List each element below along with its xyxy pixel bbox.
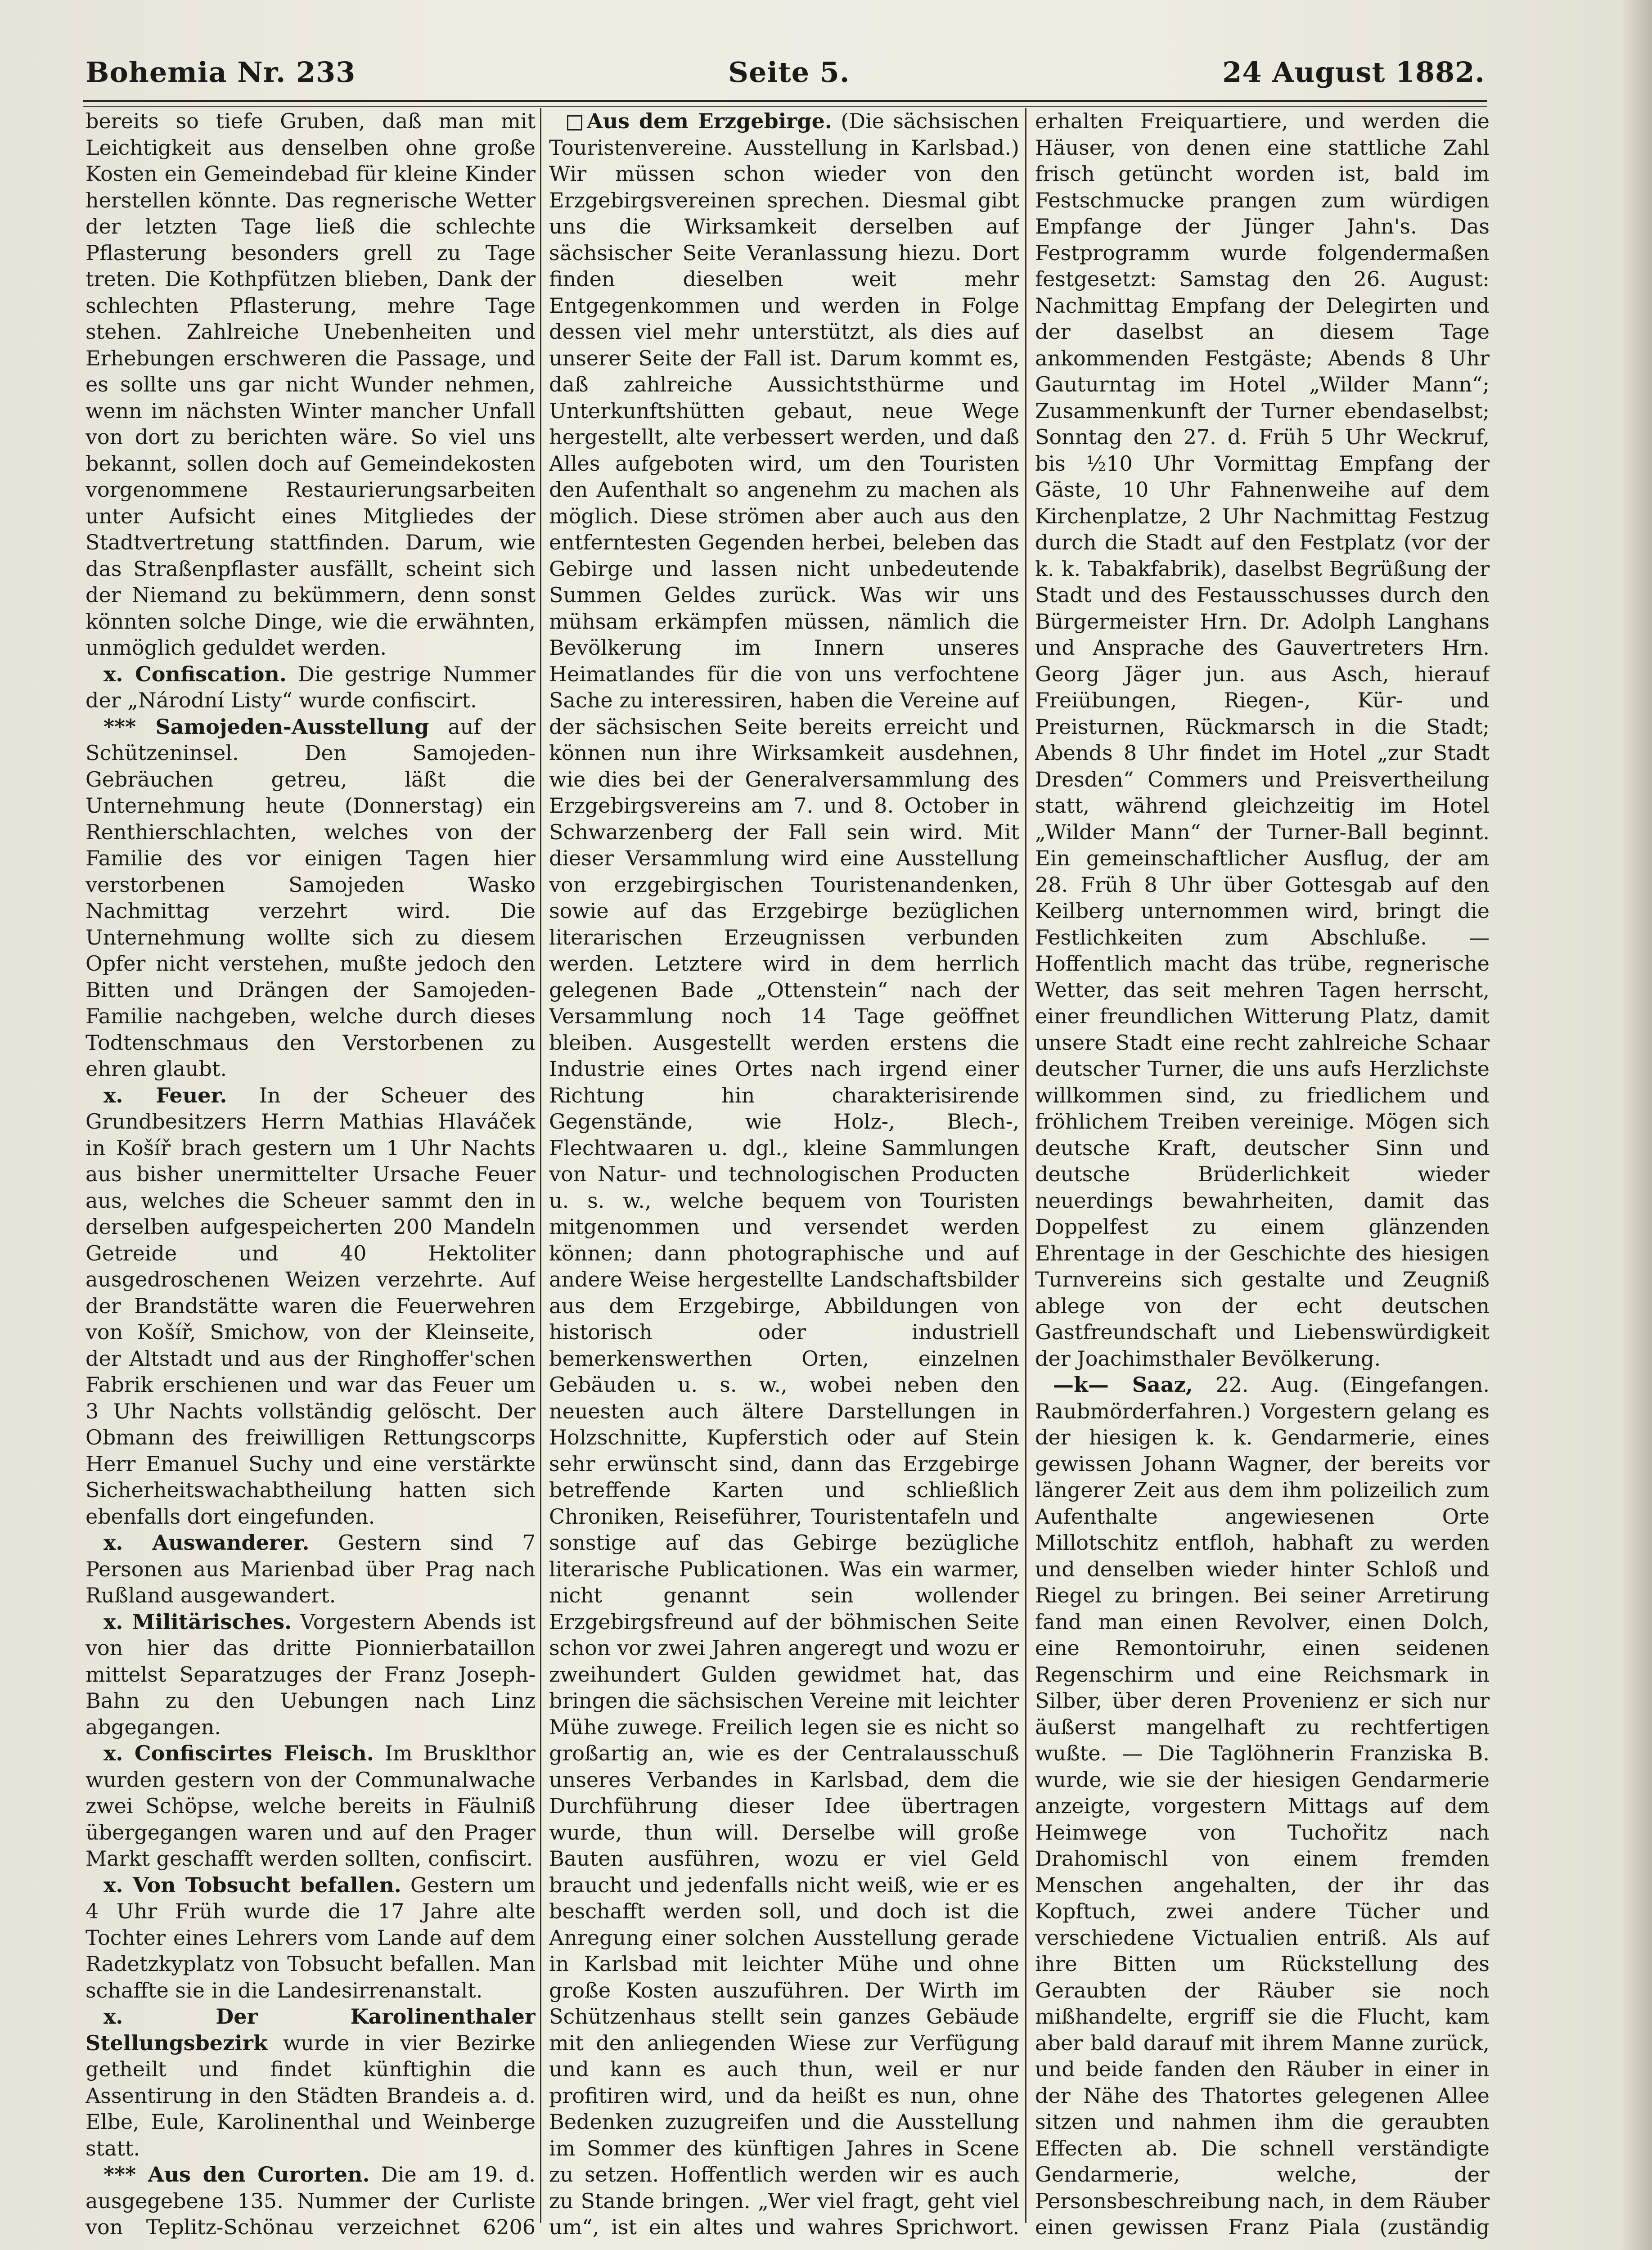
article-paragraph: [86, 1530, 536, 1609]
article-paragraph: [86, 1082, 536, 1530]
article-text: Gestern um 4 Uhr Früh wurde die 17 Jahre alte Tochter eines Lehrers vom Lande auf dem Radetzkyplatz von Tobsucht befallen. Man schaffte sie in die Landesirrenanstalt.: [86, 1872, 536, 2002]
article-text: Im Brusklthor wurden gestern von der Communalwache zwei Schöpse, welche bereits in Fäulniß übergegangen waren und auf den Prager Markt geschafft werden sollten, confiscirt.: [86, 1741, 536, 1871]
column-middle: [549, 108, 1019, 2241]
article-text: In der Scheuer des Grundbesitzers Herrn Mathias Hlaváček in Košíř brach gestern um 1 Uhr Nachts aus bisher unermittelter Ursache Feuer aus, welches die Scheuer sammt den in derselben aufgespeicherten 200 Mandeln Getreide und 40 Hektoliter ausgedroschenen Weizen verzehrte. Auf der Brandstätte waren die Feuerwehren von Košíř, Smichow, von der Kleinseite, der Altstadt und aus der Ringhoffer'schen Fabrik erschienen und war das Feuer um 3 Uhr Nachts vollständig gelöscht. Der Obmann des freiwilligen Rettungscorps Herr Emanuel Suchy und eine verstärkte Sicherheitswachabtheilung hatten sich ebenfalls dort eingefunden.: [86, 1083, 536, 1529]
page-number: Seite 5.: [728, 55, 850, 89]
section-square-icon: [567, 115, 582, 130]
column-left: [86, 108, 536, 2241]
masthead-issue: Bohemia Nr. 233: [86, 55, 356, 89]
article-headline: x. Militärisches.: [104, 1609, 292, 1634]
article-text: auf der Schützeninsel. Den Samojeden-Gebräuchen getreu, läßt die Unternehmung heute (Donnerstag) ein Renthierschlachten, welches von der Familie des vor einigen Tagen hier verstorbenen Samojeden Wasko Nachmittag verzehrt wird. Die Unternehmung wollte sich zu diesem Opfer nicht verstehen, mußte jedoch den Bitten und Drängen der Samojeden-Familie nachgeben, welche durch dieses Todtenschmaus den Verstorbenen zu ehren glaubt.: [86, 714, 536, 1081]
article-paragraph: [86, 2161, 536, 2241]
article-headline: x. Confiscation.: [104, 662, 287, 686]
column-divider: [1025, 108, 1026, 2223]
header-rule: [83, 100, 1487, 107]
column-right: [1035, 108, 1490, 2241]
article-headline: x. Auswanderer.: [104, 1530, 310, 1555]
article-text: Die gestrige Nummer der „Národní Listy“ wurde confiscirt.: [86, 662, 536, 712]
issue-date: 24 August 1882.: [1222, 55, 1485, 89]
article-text: erhalten Freiquartiere, und werden die Häuser, von denen eine stattliche Zahl frisch getüncht worden ist, bald im Festschmucke prangen zum würdigen Empfange der Jünger Jahn's. Das Festprogramm wurde folgendermaßen festgesetzt: Samstag den 26. August: Nachmittag Empfang der Delegirten und der daselbst an diesem Tage ankommenden Festgäste; Abends 8 Uhr Gauturntag im Hotel „Wilder Mann“; Zusammenkunft der Turner ebendaselbst; Sonntag den 27. d. Früh 5 Uhr Weckruf, bis ½10 Uhr Vormittag Empfang der Gäste, 10 Uhr Fahnenweihe auf dem Kirchenplatze, 2 Uhr Nachmittag Festzug durch die Stadt auf den Festplatz (vor der k. k. Tabakfabrik), daselbst Begrüßung der Stadt und des Festausschusses durch den Bürgermeister Hrn. Dr. Adolph Langhans und Ansprache des Gauvertreters Hrn. Georg Jäger jun. aus Asch, hierauf Freiübungen, Riegen-, Kür- und Preisturnen, Rückmarsch in die Stadt; Abends 8 Uhr findet im Hotel „zur Stadt Dresden“ Commers und Preisvertheilung statt, während gleichzeitig im Hotel „Wilder Mann“ der Turner-Ball beginnt. Ein gemeinschaftlicher Ausflug, der am 28. Früh 8 Uhr über Gottesgab auf den Keilberg unternommen wird, bringt die Festlichkeiten zum Abschluße. — Hoffentlich macht das trübe, regnerische Wetter, das seit mehren Tagen herrscht, einer freundlichen Witterung Platz, damit unsere Stadt eine recht zahlreiche Schaar deutscher Turner, die uns aufs Herzlichste willkommen sind, zu friedlichem und fröhlichem Treiben vereinige. Mögen sich deutsche Kraft, deutscher Sinn und deutsche Brüderlichkeit wieder neuerdings bewahrheiten, damit das Doppelfest zu einem glänzenden Ehrentage in der Geschichte des hiesigen Turnvereins sich gestalte und Zeugniß ablege von der echt deutschen Gastfreundschaft und Liebenswürdigkeit der Joachimsthaler Bevölkerung.: [1035, 109, 1490, 1371]
article-paragraph: [86, 661, 536, 714]
page-header: [86, 47, 1485, 97]
article-paragraph: [1035, 1372, 1490, 2241]
article-headline: *** Aus den Curorten.: [104, 2162, 370, 2187]
article-text: Vorgestern Abends ist von hier das dritte Pionnierbataillon mittelst Separatzuges der Franz Joseph-Bahn zu den Uebungen nach Linz abgegangen.: [86, 1609, 536, 1739]
article-paragraph: [86, 108, 536, 661]
article-text: Gestern sind 7 Personen aus Marienbad über Prag nach Rußland ausgewandert.: [86, 1530, 536, 1607]
article-headline: —k— Saaz,: [1053, 1372, 1193, 1397]
article-headline: *** Samojeden-Ausstellung: [104, 714, 429, 739]
article-headline: x. Der Karolinenthaler Stellungsbezirk: [86, 2004, 536, 2055]
article-paragraph: [86, 1872, 536, 2004]
article-paragraph: [86, 714, 536, 1082]
article-paragraph: [86, 2003, 536, 2161]
article-headline: x. Feuer.: [104, 1083, 227, 1107]
article-text: bereits so tiefe Gruben, daß man mit Leichtigkeit aus denselben ohne große Kosten ein Gemeindebad für kleine Kinder herstellen könnte. Das regnerische Wetter der letzten Tage ließ die schlechte Pflasterung besonders grell zu Tage treten. Die Kothpfützen blieben, Dank der schlechten Pflasterung, mehre Tage stehen. Zahlreiche Unebenheiten und Erhebungen erschweren die Passage, und es sollte uns gar nicht Wunder nehmen, wenn im nächsten Winter mancher Unfall von dort zu berichten wäre. So viel uns bekannt, sollen doch auf Gemeindekosten vorgenommene Restaurierungsarbeiten unter Aufsicht eines Mitgliedes der Stadtvertretung stattfinden. Darum, wie das Straßenpflaster ausfällt, scheint sich der Niemand zu bekümmern, denn sonst könnten solche Dinge, wie die erwähnten, unmöglich geduldet werden.: [86, 109, 536, 660]
article-text: wurde in vier Bezirke getheilt und findet künftighin die Assentirung in den Städten Brandeis a. d. Elbe, Eule, Karolinenthal und Weinberge statt.: [86, 2030, 536, 2160]
article-paragraph: [549, 108, 1019, 2241]
article-headline: x. Von Tobsucht befallen.: [104, 1872, 401, 1897]
article-text: Die am 19. d. ausgegebene 135. Nummer der Curliste von Teplitz-Schönau verzeichnet 6206: [86, 2162, 536, 2239]
article-headline: x. Confiscirtes Fleisch.: [104, 1741, 374, 1765]
article-paragraph: [86, 1609, 536, 1741]
article-text: 22. Aug. (Eingefangen. Raubmörderfahren.) Vorgestern gelang es der hiesigen k. k. Gendarmerie, eines gewissen Johann Wagner, der bereits vor längerer Zeit aus dem ihm polizeilich zum Aufenthalte angewiesenen Orte Millotschitz entfloh, habhaft zu werden und denselben wieder hinter Schloß und Riegel zu bringen. Bei seiner Arretirung fand man einen Revolver, einen Dolch, eine Remontoiruhr, einen seidenen Regenschirm und eine Reichsmark in Silber, über deren Provenienz er sich nur äußerst mangelhaft zu rechtfertigen wußte. — Die Taglöhnerin Franziska B. wurde, wie sie der hiesigen Gendarmerie anzeigte, vorgestern Mittags auf dem Heimwege von Tuchořitz nach Drahomischl von einem fremden Menschen angehalten, der ihr das Kopftuch, zwei andere Tücher und verschiedene Victualien entriß. Als auf ihre Bitten um Rückstellung des Geraubten der Räuber sie noch mißhandelte, ergriff sie die Flucht, kam aber bald darauf mit ihrem Manne zurück, und beide fanden den Räuber in einer in der Nähe des Thatortes gelegenen Allee sitzen und nahmen ihm die geraubten Effecten ab. Die schnell verständigte Gendarmerie, welche, der Personsbeschreibung nach, in dem Räuber einen gewissen Franz Piala (zuständig: [1035, 1372, 1490, 2239]
article-paragraph: [1035, 108, 1490, 1372]
article-headline: Aus dem Erzgebirge.: [587, 109, 832, 133]
article-text: (Die sächsischen Touristenvereine. Ausstellung in Karlsbad.) Wir müssen schon wieder von den Erzgebirgsvereinen sprechen. Diesmal gibt uns die Wirksamkeit derselben auf sächsischer Seite Veranlassung hiezu. Dort finden dieselben weit mehr Entgegenkommen und werden in Folge dessen viel mehr unterstützt, als dies auf unserer Seite der Fall ist. Darum kommt es, daß zahlreiche Aussichtsthürme und Unterkunftshütten gebaut, neue Wege hergestellt, alte verbessert werden, und daß Alles aufgeboten wird, um den Touristen den Aufenthalt so angenehm zu machen als möglich. Diese strömen aber auch aus den entferntesten Gegenden herbei, beleben das Gebirge und lassen nicht unbedeutende Summen Geldes zurück. Was wir uns mühsam erkämpfen müssen, nämlich die Bevölkerung im Innern unseres Heimatlandes für die von uns verfochtene Sache zu interessiren, haben die Vereine auf der sächsischen Seite bereits erreicht und können nun ihre Wirksamkeit ausdehnen, wie dies bei der Generalversammlung des Erzgebirgsvereins am 7. und 8. October in Schwarzenberg der Fall sein wird. Mit dieser Versammlung wird eine Ausstellung von erzgebirgischen Touristenandenken, sowie auf das Erzgebirge bezüglichen literarischen Erzeugnissen verbunden werden. Letztere wird in dem herrlich gelegenen Bade „Ottenstein“ nach der Versammlung noch 14 Tage geöffnet bleiben. Ausgestellt werden erstens die Industrie eines Ortes nach irgend einer Richtung hin charakterisirende Gegenstände, wie Holz-, Blech-, Flechtwaaren u. dgl., kleine Sammlungen von Natur- und technologischen Producten u. s. w., welche bequem von Touristen mitgenommen und versendet werden können; dann photographische und auf andere Weise hergestellte Landschaftsbilder aus dem Erzgebirge, Abbildungen von historisch oder industriell bemerkenswerthen Orten, einzelnen Gebäuden u. s. w., wobei neben den neuesten auch ältere Darstellungen in Holzschnitte, Kupferstich oder auf Stein sehr erwünscht sind, dann das Erzgebirge betreffende Karten und schließlich Chroniken, Reiseführer, Touristentafeln und sonstige auf das Gebirge bezügliche literarische Publicationen. Was ein warmer, nicht genannt sein wollender Erzgebirgsfreund auf der böhmischen Seite schon vor zwei Jahren angeregt und wozu er zweihundert Gulden gewidmet hat, das bringen die sächsischen Vereine mit leichter Mühe zuwege. Freilich legen sie es nicht so großartig an, wie es der Centralausschuß unseres Verbandes in Karlsbad, dem die Durchführung dieser Idee übertragen wurde, thun will. Derselbe will große Bauten ausführen, wozu er viel Geld braucht und jedenfalls nicht weiß, wie er es beschafft werden soll, und doch ist die Anregung einer solchen Ausstellung gerade in Karlsbad mit leichter Mühe und ohne große Kosten auszuführen. Der Wirth im Schützenhaus stellt sein ganzes Gebäude mit den anliegenden Wiese zur Verfügung und kann es auch thun, weil er nur profitiren wird, und da heißt es nun, ohne Bedenken zuzugreifen und die Ausstellung im Sommer des künftigen Jahres in Scene zu setzen. Hoffentlich werden wir es auch zu Stande bringen. „Wer viel fragt, geht viel um“, ist ein altes und wahres Sprichwort.: [549, 109, 1019, 2239]
article-paragraph: [86, 1740, 536, 1872]
column-divider: [540, 108, 541, 2223]
